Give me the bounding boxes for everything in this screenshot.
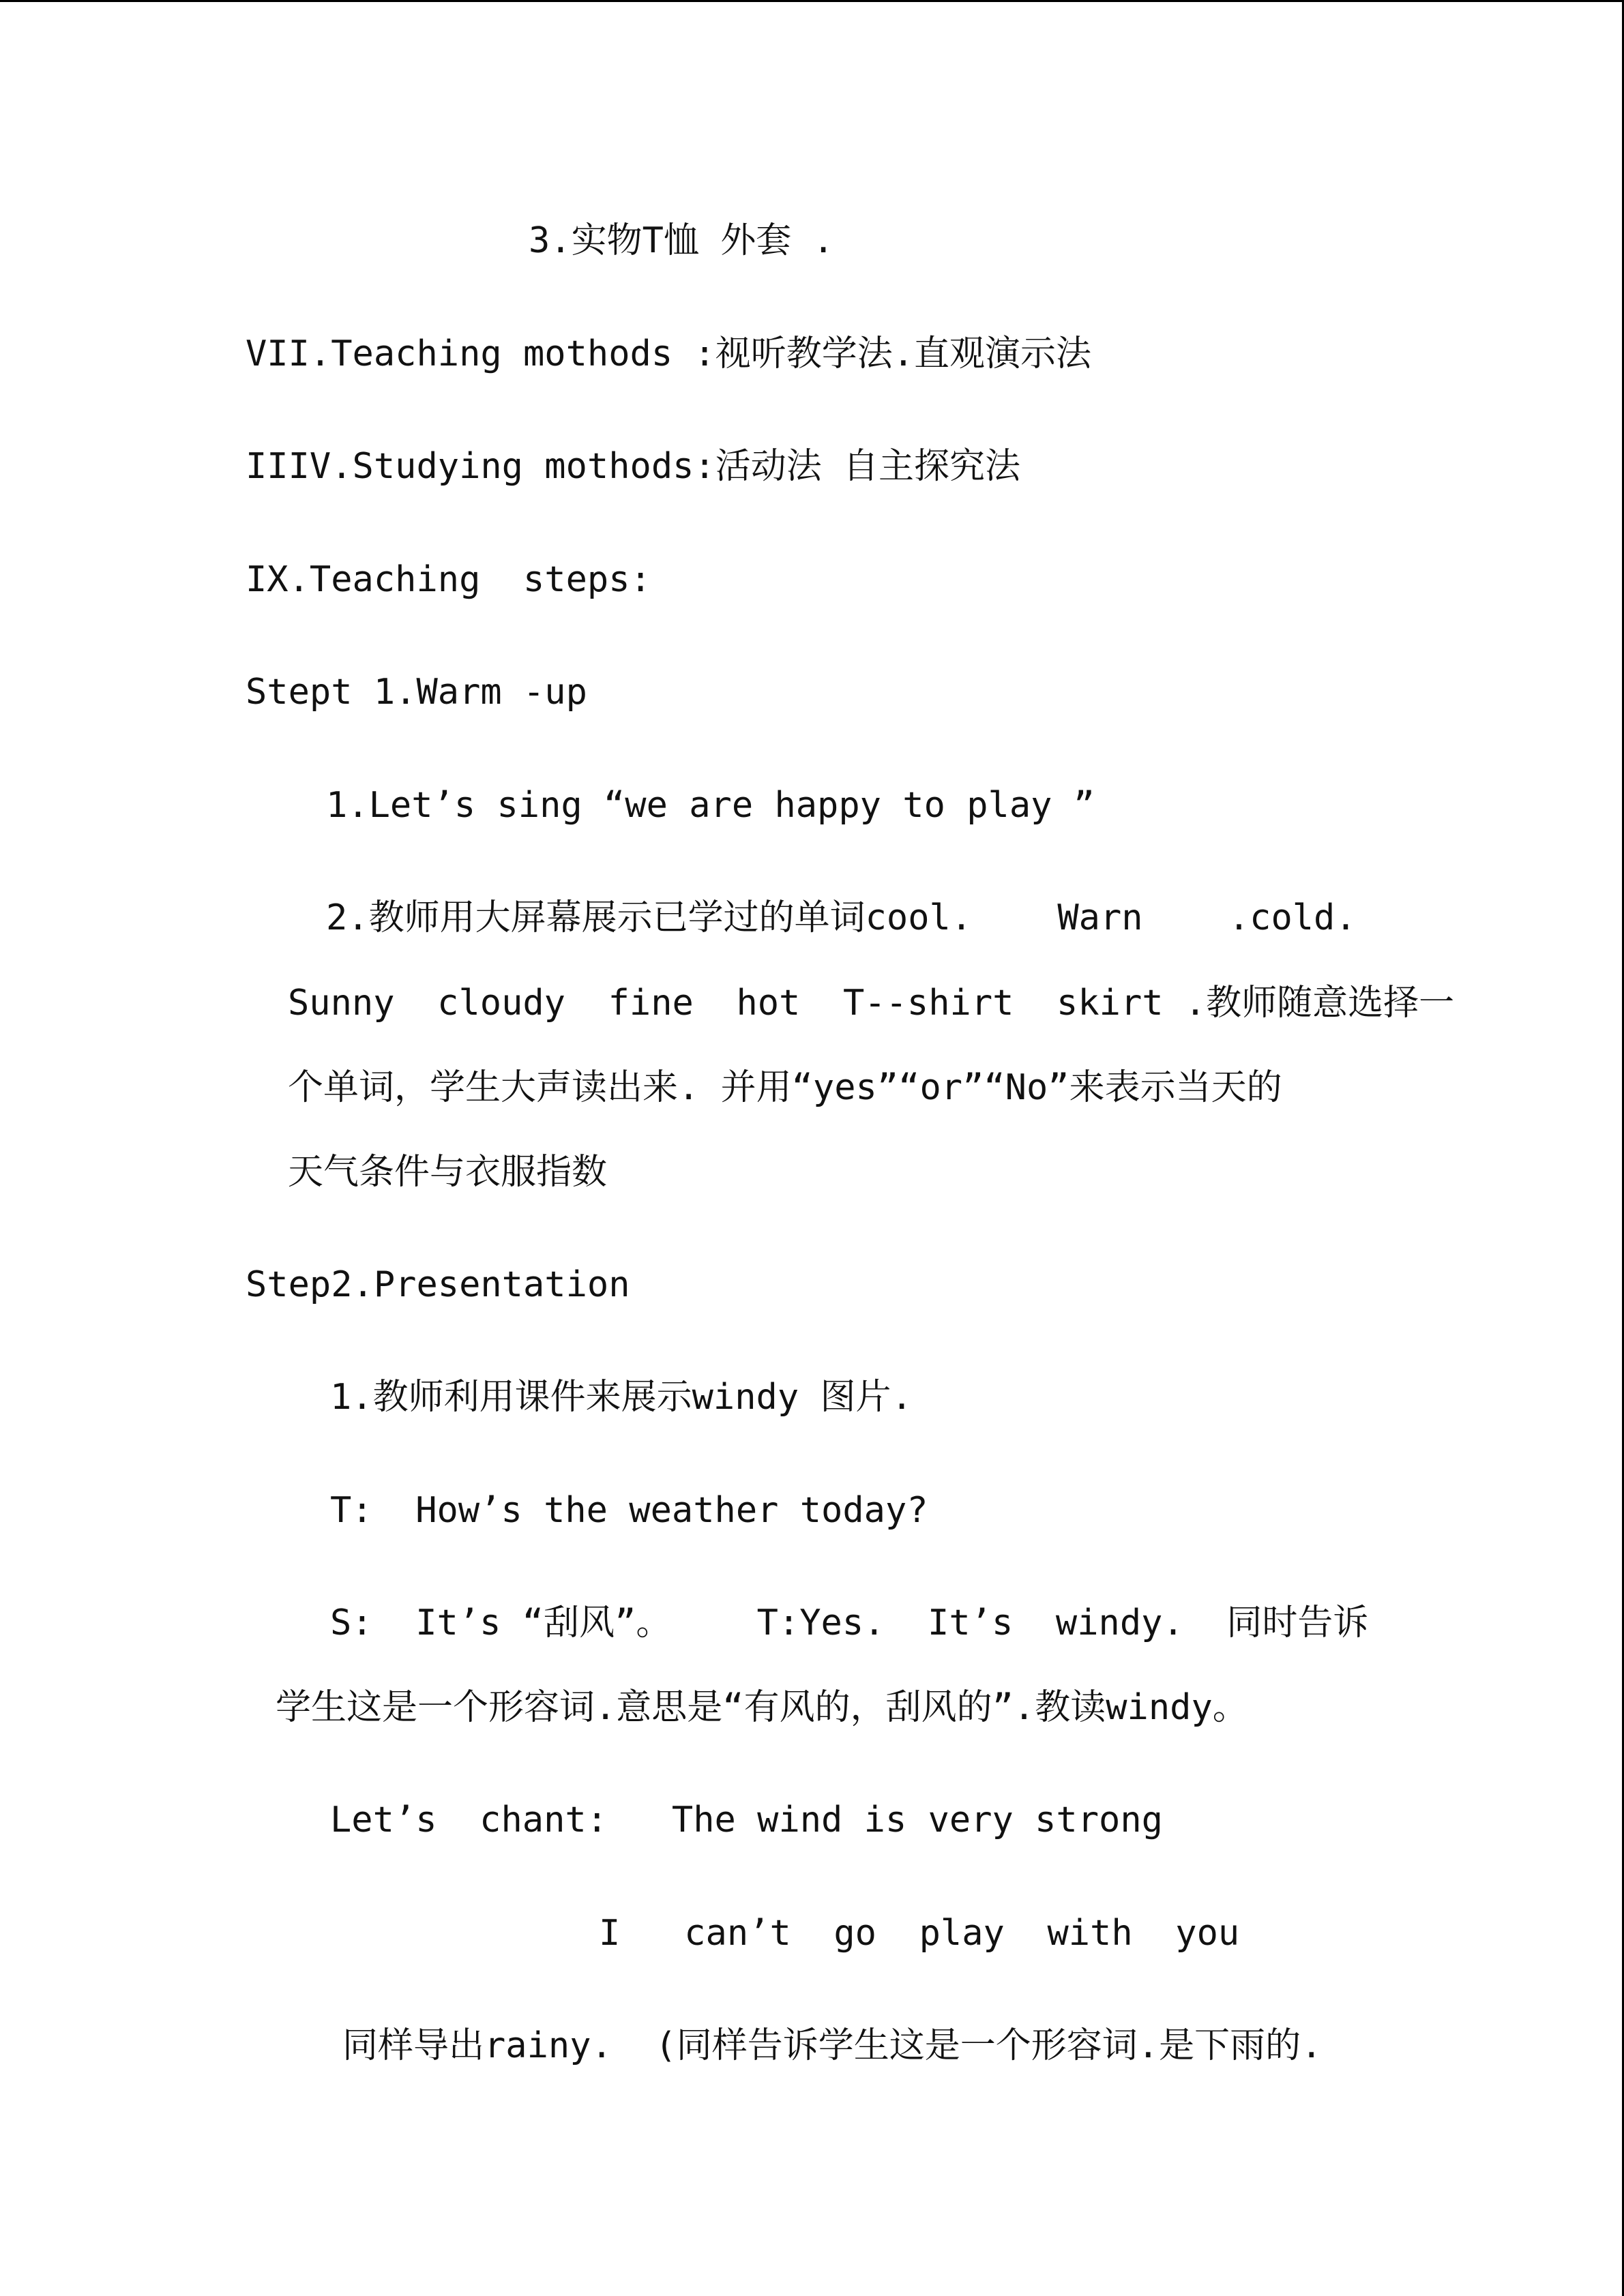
studying-methods-line: IIIV.Studying mothods:活动法 自主探究法 [246,446,1021,487]
chant-line1: Let’s chant: The wind is very strong [330,1800,1163,1840]
step1-heading: Stept 1.Warm -up [246,672,587,713]
teaching-methods-line: VII.Teaching mothods :视听教学法.直观演示法 [246,333,1092,374]
step1-item2-line1: 2.教师用大屏幕展示已学过的单词cool. Warn .cold. [326,897,1357,938]
step1-item2-line4: 天气条件与衣服指数 [288,1152,608,1193]
step2-heading: Step2.Presentation [246,1264,630,1305]
step1-item2-line2: Sunny cloudy fine hot T--shirt skirt .教师随意选择一 [288,983,1455,1024]
teaching-steps-heading: IX.Teaching steps: [246,559,651,600]
dialog-student-line2: 学生这是一个形容词.意思是“有风的，刮风的”.教读windy。 [276,1687,1248,1728]
chant-line2: I can’t go play with you [599,1913,1240,1954]
step1-item1: 1.Let’s sing “we are happy to play ” [326,785,1095,826]
dialog-student-line1: S: It’s “刮风”。 T:Yes. It’s windy. 同时告诉 [330,1602,1369,1643]
step2-item1: 1.教师利用课件来展示windy 图片. [330,1377,913,1418]
rainy-line: 同样导出rainy. (同样告诉学生这是一个形容词.是下雨的. [342,2025,1323,2066]
materials-item-3: 3.实物T恤 外套 . [529,220,834,261]
step1-item2-line3: 个单词，学生大声读出来. 并用“yes”“or”“No”来表示当天的 [288,1067,1282,1108]
dialog-teacher-line: T: How’s the weather today? [330,1490,928,1531]
